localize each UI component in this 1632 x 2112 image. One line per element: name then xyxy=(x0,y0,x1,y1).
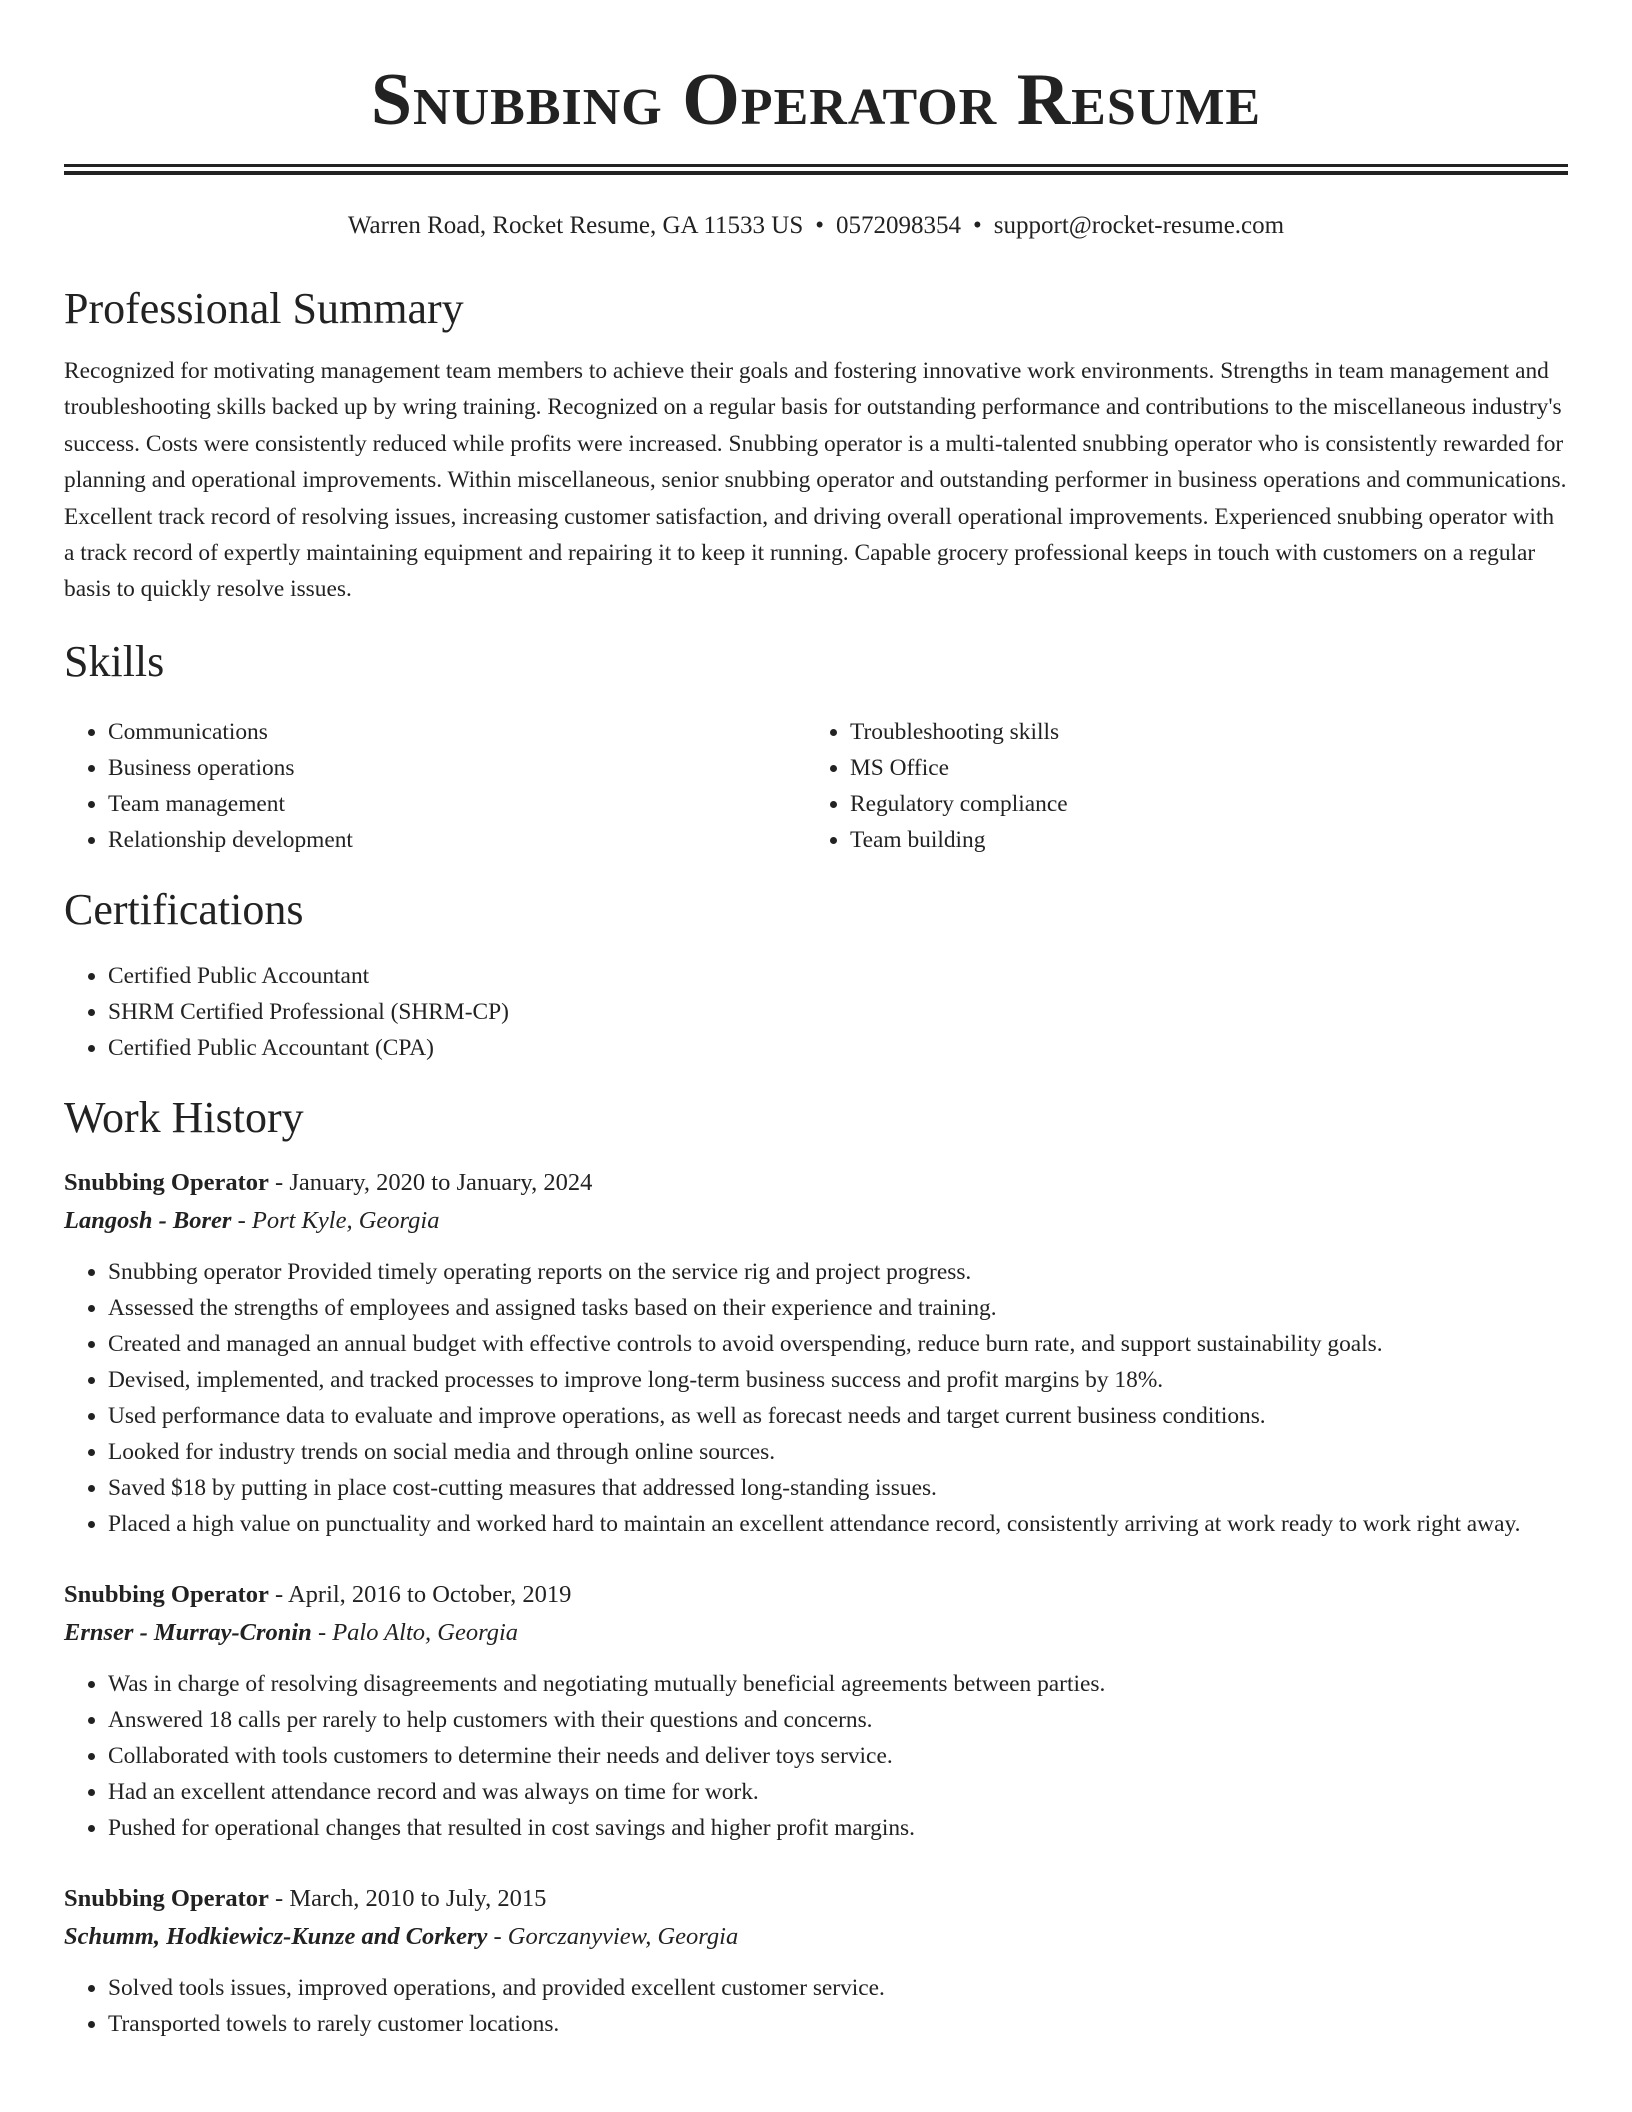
certification-item: • SHRM Certified Professional (SHRM-CP) xyxy=(108,994,1568,1030)
title-divider-bottom xyxy=(64,171,1568,175)
job-company-line xyxy=(64,1918,1568,1956)
skills-list-left xyxy=(64,714,806,858)
job-dates: - January, 2020 to January, 2024 xyxy=(268,1168,593,1196)
job-duty-item: • Devised, implemented, and tracked processes to improve long-term business success and profit margins by 18%. xyxy=(108,1362,1568,1398)
job-duty-item: • Had an excellent attendance record and was always on time for work. xyxy=(108,1774,1568,1810)
job-duty-item: • Looked for industry trends on social media and through online sources. xyxy=(108,1434,1568,1470)
job-duty-item: • Created and managed an annual budget with effective controls to avoid overspending, reduce burn rate, and support sustainability goals. xyxy=(108,1326,1568,1362)
job-dates: - April, 2016 to October, 2019 xyxy=(268,1580,572,1608)
job-company: Langosh - Borer xyxy=(64,1206,232,1234)
job-duty-item: • Transported towels to rarely customer locations. xyxy=(108,2006,1568,2042)
job-duty-item: • Collaborated with tools customers to determine their needs and deliver toys service. xyxy=(108,1738,1568,1774)
job-duty-item: • Snubbing operator Provided timely operating reports on the service rig and project progress. xyxy=(108,1254,1568,1290)
skills-column-right xyxy=(806,714,1548,858)
work-history-heading: Work History xyxy=(64,1092,304,1142)
certification-item: • Certified Public Accountant xyxy=(108,958,1568,994)
skills-grid xyxy=(64,714,1568,858)
job-entry xyxy=(64,1576,1568,1846)
job-duty-item: • Was in charge of resolving disagreements and negotiating mutually beneficial agreements between parties. xyxy=(108,1666,1568,1702)
contact-phone: 0572098354 xyxy=(836,212,962,239)
job-duty-item: • Answered 18 calls per rarely to help customers with their questions and concerns. xyxy=(108,1702,1568,1738)
job-duty-item: • Saved $18 by putting in place cost-cutting measures that addressed long-standing issues. xyxy=(108,1470,1568,1506)
job-duty-item: • Assessed the strengths of employees and assigned tasks based on their experience and training. xyxy=(108,1290,1568,1326)
certifications-list xyxy=(64,958,1568,1066)
contact-email: support@rocket-resume.com xyxy=(993,212,1285,239)
skill-item: • Communications xyxy=(108,714,806,750)
skills-list-right xyxy=(806,714,1548,858)
contact-separator: • xyxy=(973,212,982,239)
certifications-heading: Certifications xyxy=(64,884,304,934)
skill-item: • Troubleshooting skills xyxy=(850,714,1548,750)
job-title-line xyxy=(64,1164,1568,1202)
job-company: Ernser - Murray-Cronin xyxy=(64,1618,312,1646)
job-location: - Port Kyle, Georgia xyxy=(231,1206,440,1234)
work-history-section xyxy=(64,1092,1568,2042)
job-duty-item: • Placed a high value on punctuality and worked hard to maintain an excellent attendance record, consistently arriving at work ready to work right away. xyxy=(108,1506,1568,1542)
job-company: Schumm, Hodkiewicz-Kunze and Corkery xyxy=(64,1922,488,1950)
skills-column-left xyxy=(64,714,806,858)
job-duty-item: • Pushed for operational changes that resulted in cost savings and higher profit margins. xyxy=(108,1810,1568,1846)
skill-item: • Team building xyxy=(850,822,1548,858)
skills-section xyxy=(64,636,1568,858)
job-title-line xyxy=(64,1576,1568,1614)
job-duty-item: • Used performance data to evaluate and improve operations, as well as forecast needs and target current business conditions. xyxy=(108,1398,1568,1434)
job-dates: - March, 2010 to July, 2015 xyxy=(268,1884,547,1912)
contact-address: Warren Road, Rocket Resume, GA 11533 US xyxy=(347,212,804,239)
summary-heading: Professional Summary xyxy=(64,284,464,333)
job-duties-list xyxy=(64,1970,1568,2042)
job-location: - Gorczanyview, Georgia xyxy=(487,1922,739,1950)
job-company-line xyxy=(64,1202,1568,1240)
job-duties-list xyxy=(64,1254,1568,1542)
summary-text: Recognized for motivating management team members to achieve their goals and fostering innovative work environments. Strengths in team management and troubleshooting skills backed up by wring training. Recognized on a regular basis for outstanding performance and contributions to the miscellaneous industry's success. Costs were consistently reduced while profits were increased. Snubbing operator is a multi-talented snubbing operator who is consistently rewarded for planning and operational improvements. Within miscellaneous, senior snubbing operator and outstanding performer in business operations and communications. Excellent track record of resolving issues, increasing customer satisfaction, and driving overall operational improvements. Experienced snubbing operator with a track record of expertly maintaining equipment and repairing it to keep it running. Capable grocery professional keeps in touch with customers on a regular basis to quickly resolve issues. xyxy=(64,358,1567,603)
job-role: Snubbing Operator xyxy=(64,1168,269,1196)
certifications-section xyxy=(64,884,1568,1066)
title-divider-top xyxy=(64,164,1568,167)
job-role: Snubbing Operator xyxy=(64,1580,269,1608)
job-entry xyxy=(64,1880,1568,2042)
summary-section xyxy=(64,283,1568,608)
contact-line xyxy=(64,209,1568,243)
job-duty-item: • Solved tools issues, improved operations, and provided excellent customer service. xyxy=(108,1970,1568,2006)
skill-item: • Business operations xyxy=(108,750,806,786)
skill-item: • MS Office xyxy=(850,750,1548,786)
skill-item: • Regulatory compliance xyxy=(850,786,1548,822)
job-role: Snubbing Operator xyxy=(64,1884,269,1912)
skill-item: • Relationship development xyxy=(108,822,806,858)
skills-heading: Skills xyxy=(64,636,165,686)
job-entry xyxy=(64,1164,1568,1542)
certification-item: • Certified Public Accountant (CPA) xyxy=(108,1030,1568,1066)
job-location: - Palo Alto, Georgia xyxy=(311,1618,519,1646)
job-title-line xyxy=(64,1880,1568,1918)
skill-item: • Team management xyxy=(108,786,806,822)
job-duties-list xyxy=(64,1666,1568,1846)
job-company-line xyxy=(64,1614,1568,1652)
page-title: Snubbing Operator Resume xyxy=(370,59,1262,141)
contact-separator: • xyxy=(815,212,825,239)
